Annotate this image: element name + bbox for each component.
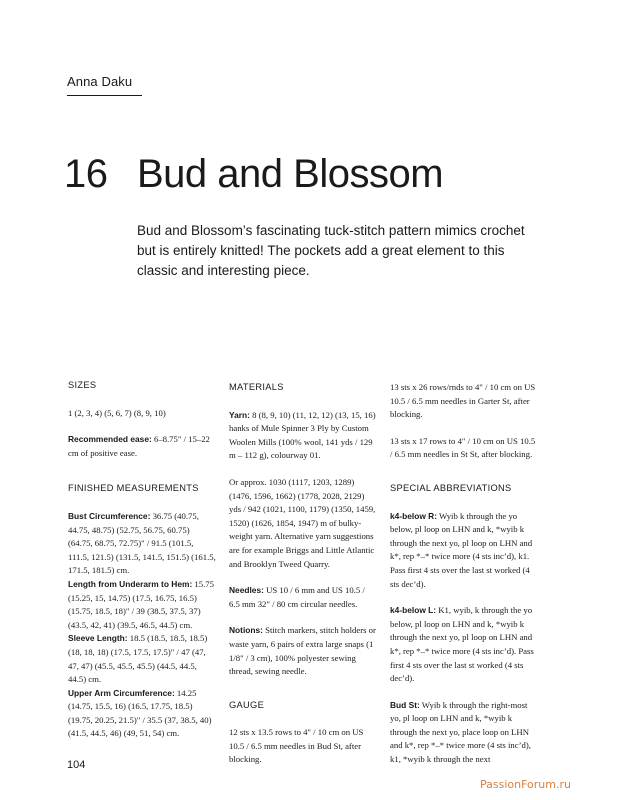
measurement-label: Length from Underarm to Hem: <box>68 578 193 589</box>
watermark: PassionForum.ru <box>480 778 571 791</box>
measurement-sleeve <box>68 632 216 686</box>
measurement-label: Upper Arm Circumference: <box>68 687 175 698</box>
finished-measurements-heading: FINISHED MEASUREMENTS <box>68 483 199 494</box>
needles-label: Needles: <box>229 585 264 596</box>
measurement-label: Sleeve Length: <box>68 633 128 644</box>
sizes-list: 1 (2, 3, 4) (5, 6, 7) (8, 9, 10) <box>68 407 166 418</box>
intro-paragraph: Bud and Blossom’s fascinating tuck-stitch pattern mimics crochet but is entirely knitted! The pockets add a great element to this classic and interesting piece. <box>137 223 525 278</box>
column-left <box>68 379 216 741</box>
gauge-bud-st: 12 sts x 13.5 rows to 4" / 10 cm on US 10.5 / 6.5 mm needles in Bud St, after blocking. <box>229 727 364 765</box>
column-middle <box>229 381 377 780</box>
gauge-heading: GAUGE <box>229 699 265 710</box>
measurement-value: 14.25 (14.75, 15.5, 16) (16.5, 17.75, 18.5) (19.75, 20.25, 21.5)" / 35.5 (37, 38.5, 40) (41.5, 44.5, 46) (49, 51, 54) cm. <box>68 687 212 739</box>
ease-value: 6–8.75" / 15–22 cm of positive ease. <box>68 434 210 458</box>
abbreviation-k4-below-l <box>390 604 538 686</box>
measurement-label: Bust Circumference: <box>68 510 151 521</box>
materials-notions <box>229 624 377 678</box>
materials-heading: MATERIALS <box>229 382 284 392</box>
sizes-heading: SIZES <box>68 380 97 390</box>
needles-value: US 10 / 6 mm and US 10.5 / 6.5 mm 32" / 80 cm circular needles. <box>229 585 365 609</box>
abbreviation-label: Bud St: <box>390 699 420 710</box>
column-right <box>390 381 538 780</box>
abbreviation-label: k4-below L: <box>390 605 437 616</box>
measurement-length <box>68 578 216 632</box>
yarn-label: Yarn: <box>229 409 250 420</box>
special-abbreviations-heading: SPECIAL ABBREVIATIONS <box>390 482 512 493</box>
abbreviation-value: Wyib k through the right-most yo, pl loop on LHN and k, *wyib k through the next yo, place loop on LHN and k*, rep *–* twice more (4 sts inc’d), k1, *wyib k through the next <box>390 699 531 765</box>
measurement-value: 36.75 (40.75, 44.75, 48.75) (52.75, 56.75, 60.75) (64.75, 68.75, 72.75)" / 91.5 (101.5, 111.5, 121.5) (131.5, 141.5, 151.5) (161.5, 171.5, 181.5) cm. <box>68 510 216 576</box>
abbreviation-value: Wyib k through the yo below, pl loop on LHN and k, *wyib k through the next yo, pl loop on LHN and k*, rep *–* twice more (4 sts inc’d), k1. Pass first 4 sts over the last st worked (4 sts dec’d). <box>390 510 533 589</box>
author-underline <box>67 95 142 96</box>
measurement-upper-arm <box>68 687 216 741</box>
author-name: Anna Daku <box>67 74 133 89</box>
notions-label: Notions: <box>229 625 263 636</box>
abbreviation-value: K1, wyib, k through the yo below, pl loop on LHN and k, *wyib k through the next yo, pl loop on LHN and k*, rep *–* twice more (4 sts inc’d). Pass first 4 sts over the last st worked (4 sts dec’d). <box>390 605 534 684</box>
materials-yarn <box>229 409 377 463</box>
measurement-bust <box>68 510 216 578</box>
materials-approx: Or approx. 1030 (1117, 1203, 1289) (1476, 1596, 1662) (1778, 2028, 2129) yds / 942 (1021, 1100, 1179) (1350, 1459, 1520) (1626, 1854, 1947) m of bulky-weight yarn. Alternative yarn suggestions are for example Briggs and Little Atlantic and Brooklyn Tweed Quarry. <box>229 476 376 569</box>
yarn-value: 8 (8, 9, 10) (11, 12, 12) (13, 15, 16) hanks of Mule Spinner 3 Ply by Custom Woolen Mills (100% wool, 141 yds / 129 m – 112 g), colourway 01. <box>229 409 376 461</box>
measurement-value: 18.5 (18.5, 18.5, 18.5) (18, 18, 18) (17.5, 17.5, 17.5)" / 47 (47, 47, 47) (45.5, 45.5, 45.5) (44.5, 44.5, 44.5) cm. <box>68 633 208 685</box>
abbreviation-bud-st <box>390 699 538 767</box>
page-title: Bud and Blossom <box>137 152 444 196</box>
ease-label: Recommended ease: <box>68 434 152 445</box>
page-number: 104 <box>67 759 86 771</box>
measurement-value: 15.75 (15.25, 15, 14.75) (17.5, 16.75, 16.5) (15.75, 18.5, 18)" / 39 (38.5, 37.5, 37) (43.5, 42, 41) (39.5, 46.5, 44.5) cm. <box>68 578 214 630</box>
abbreviation-k4-below-r <box>390 510 538 592</box>
gauge-st-st: 13 sts x 17 rows to 4" / 10 cm on US 10.5 / 6.5 mm needles in St St, after blocking. <box>390 435 536 460</box>
materials-needles <box>229 584 377 611</box>
chapter-number: 16 <box>64 152 108 196</box>
abbreviation-label: k4-below R: <box>390 510 437 521</box>
gauge-garter-st: 13 sts x 26 rows/rnds to 4" / 10 cm on US 10.5 / 6.5 mm needles in Garter St, after blocking. <box>390 382 536 420</box>
recommended-ease <box>68 433 216 460</box>
notions-value: Stitch markers, stitch holders or waste yarn, 6 pairs of extra large snaps (1 1/8" / 3 cm), 100% polyester sewing thread, sewing needle. <box>229 625 376 677</box>
